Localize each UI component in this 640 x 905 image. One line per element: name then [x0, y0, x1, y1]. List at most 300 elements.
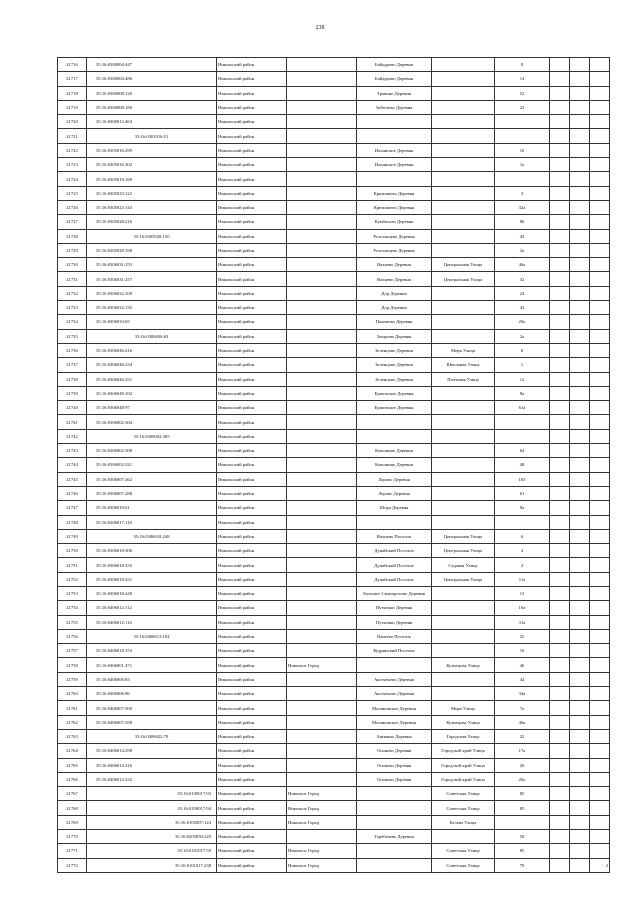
settlement-cell: Дунайский Поселок	[357, 572, 432, 586]
house-number-cell: 25	[495, 629, 550, 643]
row-number-cell: 21730	[58, 258, 87, 272]
extra-col-2-cell	[570, 558, 590, 572]
row-number-cell: 21733	[58, 301, 87, 315]
city-cell: Никольск Город	[287, 658, 357, 672]
extra-col-2-cell	[570, 744, 590, 758]
city-cell	[287, 629, 357, 643]
extra-col-3-cell	[590, 515, 610, 529]
extra-col-1-cell	[550, 744, 570, 758]
cadastral-number-cell	[87, 444, 217, 458]
house-number-cell: 46	[495, 658, 550, 672]
row-number-cell: 21746	[58, 486, 87, 500]
extra-col-3-cell	[590, 629, 610, 643]
street-cell	[432, 429, 495, 443]
street-cell: Городской край Улица	[432, 772, 495, 786]
cadastral-number-text: 35:16:0300004:486	[96, 76, 132, 82]
settlement-cell: Байдарово Деревня	[357, 72, 432, 86]
cadastral-number-text: 35:16:0306048:97	[96, 405, 130, 411]
street-cell	[432, 472, 495, 486]
cadastral-number-text: 35:16:0406014:298	[96, 748, 132, 754]
cadastral-number-text: 35:16:0306017:118	[96, 519, 132, 525]
district-cell: Никольский район	[217, 229, 287, 243]
extra-col-3-cell	[590, 200, 610, 214]
extra-col-3-cell	[590, 115, 610, 129]
row-number-cell: 21763	[58, 729, 87, 743]
table-row	[58, 715, 610, 729]
district-cell: Никольский район	[217, 86, 287, 100]
table-row	[58, 815, 610, 829]
district-cell: Никольский район	[217, 186, 287, 200]
extra-col-3-cell	[590, 186, 610, 200]
cadastral-number-text: 35:16:0306046:216	[96, 348, 132, 354]
settlement-cell: Путятино Деревня	[357, 615, 432, 629]
house-number-cell: 7а	[495, 701, 550, 715]
extra-col-1-cell	[550, 100, 570, 114]
cadastral-number-text: 35:16:0406012:116	[96, 619, 132, 625]
table-row	[58, 558, 610, 572]
cadastral-number-cell	[87, 501, 217, 515]
extra-col-3-cell	[590, 801, 610, 815]
row-number-cell: 21727	[58, 215, 87, 229]
extra-col-2-cell	[570, 272, 590, 286]
cadastral-number-cell	[87, 215, 217, 229]
extra-col-2-cell	[570, 644, 590, 658]
row-number-cell: 21723	[58, 158, 87, 172]
cadastral-number-cell	[87, 415, 217, 429]
extra-col-2-cell	[570, 429, 590, 443]
extra-col-3-cell	[590, 129, 610, 143]
extra-col-1-cell	[550, 186, 570, 200]
table-row	[58, 486, 610, 500]
district-cell: Никольский район	[217, 129, 287, 143]
district-cell: Никольский район	[217, 486, 287, 500]
cadastral-number-text: 35:16:0306018:306	[96, 548, 132, 554]
district-cell: Никольский район	[217, 501, 287, 515]
district-cell: Никольский район	[217, 515, 287, 529]
cadastral-number-text: 35:16:0100017:93	[177, 791, 211, 797]
settlement-cell: Крюкашево Деревня	[357, 186, 432, 200]
table-row	[58, 229, 610, 243]
district-cell: Никольский район	[217, 115, 287, 129]
city-cell: Никольск Город	[287, 787, 357, 801]
extra-col-1-cell	[550, 58, 570, 72]
settlement-cell: Осиново Деревня	[357, 744, 432, 758]
settlement-cell: Дунайский Поселок	[357, 558, 432, 572]
row-number-cell: 21735	[58, 329, 87, 343]
row-number-cell: 21737	[58, 358, 87, 372]
cadastral-number-text: 35:16:0101017:238	[175, 862, 211, 868]
extra-col-1-cell	[550, 701, 570, 715]
district-cell: Никольский район	[217, 715, 287, 729]
extra-col-2-cell	[570, 815, 590, 829]
district-cell: Никольский район	[217, 472, 287, 486]
extra-col-3-cell: 2	[590, 858, 610, 872]
district-cell: Никольский район	[217, 772, 287, 786]
district-cell: Никольский район	[217, 830, 287, 844]
house-number-cell: 165	[495, 472, 550, 486]
table-row	[58, 272, 610, 286]
settlement-cell: Малиновское Деревня	[357, 715, 432, 729]
cadastral-number-cell	[87, 243, 217, 257]
table-row	[58, 386, 610, 400]
table-row	[58, 329, 610, 343]
cadastral-number-text: 35:16:0301016:51	[134, 133, 169, 139]
settlement-cell: Ильинское Деревня	[357, 158, 432, 172]
cadastral-number-cell	[87, 72, 217, 86]
extra-col-1-cell	[550, 715, 570, 729]
row-number-cell: 21719	[58, 100, 87, 114]
cadastral-number-cell	[87, 229, 217, 243]
house-number-cell: 8а	[495, 386, 550, 400]
extra-col-2-cell	[570, 444, 590, 458]
city-cell	[287, 758, 357, 772]
extra-col-1-cell	[550, 372, 570, 386]
street-cell	[432, 215, 495, 229]
house-number-cell: 20а	[495, 772, 550, 786]
extra-col-3-cell	[590, 501, 610, 515]
street-cell: Почтовая Улица	[432, 372, 495, 386]
extra-col-3-cell	[590, 444, 610, 458]
cadastral-number-cell	[87, 401, 217, 415]
cadastral-number-text: 35:16:0105007:124	[175, 819, 211, 825]
district-cell: Никольский район	[217, 444, 287, 458]
cadastral-number-text: 35:16:0101017:59	[177, 848, 211, 854]
page-number: 238	[315, 25, 325, 31]
table-row	[58, 258, 610, 272]
house-number-cell: 61а	[495, 401, 550, 415]
house-number-cell: 10	[495, 143, 550, 157]
city-cell	[287, 701, 357, 715]
row-number-cell: 21721	[58, 129, 87, 143]
extra-col-3-cell	[590, 100, 610, 114]
row-number-cell: 21756	[58, 629, 87, 643]
row-number-cell: 21743	[58, 444, 87, 458]
extra-col-3-cell	[590, 358, 610, 372]
extra-col-1-cell	[550, 644, 570, 658]
settlement-cell	[357, 858, 432, 872]
settlement-cell	[357, 129, 432, 143]
street-cell	[432, 515, 495, 529]
cadastral-number-cell	[87, 272, 217, 286]
extra-col-2-cell	[570, 86, 590, 100]
city-cell	[287, 572, 357, 586]
street-cell	[432, 501, 495, 515]
city-cell	[287, 586, 357, 600]
extra-col-3-cell	[590, 58, 610, 72]
extra-col-1-cell	[550, 401, 570, 415]
cadastral-number-cell	[87, 258, 217, 272]
extra-col-1-cell	[550, 472, 570, 486]
row-number-cell: 21722	[58, 143, 87, 157]
extra-col-3-cell	[590, 72, 610, 86]
table-row	[58, 115, 610, 129]
cadastral-number-text: 35:16:0306010:61	[96, 505, 130, 511]
cadastral-number-cell	[87, 486, 217, 500]
extra-col-3-cell	[590, 772, 610, 786]
extra-col-2-cell	[570, 100, 590, 114]
cadastral-number-text: 35:16:0305016:302	[96, 162, 132, 168]
cadastral-number-cell	[87, 844, 217, 858]
city-cell	[287, 172, 357, 186]
extra-col-2-cell	[570, 229, 590, 243]
extra-col-1-cell	[550, 286, 570, 300]
cadastral-number-text: 35:16:0306007:288	[96, 491, 132, 497]
extra-col-1-cell	[550, 444, 570, 458]
district-cell: Никольский район	[217, 100, 287, 114]
extra-col-2-cell	[570, 372, 590, 386]
district-cell: Никольский район	[217, 529, 287, 543]
house-number-cell: 31а	[495, 615, 550, 629]
house-number-cell: 8а	[495, 501, 550, 515]
house-number-cell: 46а	[495, 715, 550, 729]
cadastral-number-text: 35:16:0300008:120	[96, 90, 132, 96]
extra-col-3-cell	[590, 529, 610, 543]
settlement-cell	[357, 415, 432, 429]
extra-col-1-cell	[550, 586, 570, 600]
cadastral-number-text: 35:16:0406013:104	[133, 634, 170, 640]
district-cell: Никольский район	[217, 658, 287, 672]
cadastral-number-text: 35:16:0306046:234	[96, 362, 132, 368]
city-cell: Никольск Город	[287, 844, 357, 858]
house-number-cell: 85	[495, 844, 550, 858]
city-cell	[287, 372, 357, 386]
cadastral-number-text: 35:16:0406018:153	[96, 648, 132, 654]
district-cell: Никольский район	[217, 429, 287, 443]
house-number-cell: 43	[495, 301, 550, 315]
city-cell	[287, 243, 357, 257]
cadastral-number-text: 35:16:0306018:449	[96, 591, 132, 597]
city-cell	[287, 301, 357, 315]
row-number-cell: 21744	[58, 458, 87, 472]
table-row	[58, 801, 610, 815]
extra-col-2-cell	[570, 58, 590, 72]
extra-col-3-cell	[590, 372, 610, 386]
city-cell	[287, 200, 357, 214]
row-number-cell: 21760	[58, 687, 87, 701]
cadastral-number-cell	[87, 672, 217, 686]
extra-col-1-cell	[550, 572, 570, 586]
extra-col-3-cell	[590, 315, 610, 329]
cadastral-number-cell	[87, 86, 217, 100]
cadastral-number-cell	[87, 558, 217, 572]
extra-col-3-cell	[590, 687, 610, 701]
cadastral-number-cell	[87, 629, 217, 643]
settlement-cell: Зеленцово Деревня	[357, 358, 432, 372]
extra-col-2-cell	[570, 801, 590, 815]
city-cell	[287, 58, 357, 72]
cadastral-number-text: 35:16:0306048:102	[96, 390, 132, 396]
district-cell: Никольский район	[217, 200, 287, 214]
cadastral-number-cell	[87, 801, 217, 815]
extra-col-1-cell	[550, 486, 570, 500]
cadastral-number-text: 35:16:0306032:135	[96, 305, 132, 311]
extra-col-2-cell	[570, 658, 590, 672]
street-cell	[432, 687, 495, 701]
district-cell: Никольский район	[217, 787, 287, 801]
extra-col-2-cell	[570, 672, 590, 686]
cadastral-number-cell	[87, 515, 217, 529]
street-cell	[432, 86, 495, 100]
district-cell: Никольский район	[217, 143, 287, 157]
house-number-cell: 86	[495, 215, 550, 229]
street-cell	[432, 129, 495, 143]
cadastral-number-cell	[87, 615, 217, 629]
settlement-cell: Вахнево Поселок	[357, 529, 432, 543]
extra-col-3-cell	[590, 844, 610, 858]
street-cell	[432, 172, 495, 186]
settlement-cell: Осиново Деревня	[357, 758, 432, 772]
extra-col-2-cell	[570, 629, 590, 643]
cadastral-number-cell	[87, 301, 217, 315]
table-row	[58, 858, 610, 872]
house-number-cell: 52	[495, 86, 550, 100]
street-cell	[432, 629, 495, 643]
cadastral-number-text: 35:16:0300004:447	[96, 62, 132, 68]
cadastral-number-cell	[87, 58, 217, 72]
settlement-cell: Байдарово Деревня	[357, 58, 432, 72]
street-cell: Школьная Улица	[432, 358, 495, 372]
table-row	[58, 129, 610, 143]
cadastral-number-text: 35:16:0306002:304	[96, 419, 132, 425]
extra-col-3-cell	[590, 758, 610, 772]
table-row	[58, 744, 610, 758]
extra-col-3-cell	[590, 601, 610, 615]
cadastral-number-text: 35:16:0406022:79	[134, 734, 169, 740]
table-row	[58, 401, 610, 415]
extra-col-1-cell	[550, 729, 570, 743]
cadastral-number-cell	[87, 758, 217, 772]
extra-col-3-cell	[590, 787, 610, 801]
cadastral-number-text: 35:16:0306032:109	[96, 290, 132, 296]
settlement-cell: Аксентьево Деревня	[357, 672, 432, 686]
cadastral-number-text: 35:16:0306031:253	[96, 262, 132, 268]
cadastral-number-text: 35:16:0306018:333	[96, 562, 132, 568]
cadastral-number-text: 35:16:0306036:63	[134, 333, 169, 339]
settlement-cell: Травино Деревня	[357, 86, 432, 100]
table-row	[58, 586, 610, 600]
settlement-cell: Розгольцево Деревня	[357, 243, 432, 257]
extra-col-3-cell	[590, 258, 610, 272]
row-number-cell: 21769	[58, 815, 87, 829]
district-cell: Никольский район	[217, 844, 287, 858]
street-cell: Мира Улица	[432, 701, 495, 715]
extra-col-2-cell	[570, 701, 590, 715]
extra-col-2-cell	[570, 172, 590, 186]
extra-col-2-cell	[570, 515, 590, 529]
city-cell	[287, 501, 357, 515]
extra-col-3-cell	[590, 386, 610, 400]
table-row	[58, 687, 610, 701]
extra-col-1-cell	[550, 515, 570, 529]
extra-col-1-cell	[550, 315, 570, 329]
row-number-cell: 21740	[58, 401, 87, 415]
extra-col-2-cell	[570, 315, 590, 329]
extra-col-1-cell	[550, 529, 570, 543]
table-row	[58, 200, 610, 214]
extra-col-2-cell	[570, 329, 590, 343]
cadastral-number-cell	[87, 329, 217, 343]
extra-col-3-cell	[590, 329, 610, 343]
city-cell	[287, 644, 357, 658]
settlement-cell: Лорово Деревня	[357, 486, 432, 500]
extra-col-1-cell	[550, 672, 570, 686]
extra-col-2-cell	[570, 687, 590, 701]
extra-col-3-cell	[590, 272, 610, 286]
settlement-cell: Большое Скоморохово Деревня	[357, 586, 432, 600]
extra-col-2-cell	[570, 615, 590, 629]
district-cell: Никольский район	[217, 401, 287, 415]
street-cell: Центральная Улица	[432, 272, 495, 286]
cadastral-number-text: 35:16:0306002:321	[96, 462, 132, 468]
district-cell: Никольский район	[217, 644, 287, 658]
extra-col-3-cell	[590, 401, 610, 415]
row-number-cell: 21749	[58, 529, 87, 543]
cadastral-number-text: 35:16:0300008:180	[96, 105, 132, 111]
extra-col-3-cell	[590, 586, 610, 600]
district-cell: Никольский район	[217, 801, 287, 815]
extra-col-2-cell	[570, 758, 590, 772]
street-cell	[432, 100, 495, 114]
street-cell: Центральная Улица	[432, 544, 495, 558]
street-cell: Садовая Улица	[432, 558, 495, 572]
city-cell	[287, 715, 357, 729]
street-cell	[432, 458, 495, 472]
district-cell: Никольский район	[217, 544, 287, 558]
cadastral-number-text: 35:16:0406012:112	[96, 605, 132, 611]
city-cell	[287, 158, 357, 172]
extra-col-1-cell	[550, 858, 570, 872]
table-row	[58, 143, 610, 157]
extra-col-1-cell	[550, 615, 570, 629]
house-number-cell: 4	[495, 544, 550, 558]
cadastral-number-text: 35:16:0306018:451	[96, 576, 132, 582]
city-cell	[287, 129, 357, 143]
house-number-cell	[495, 429, 550, 443]
extra-col-3-cell	[590, 243, 610, 257]
table-row	[58, 830, 610, 844]
row-number-cell: 21731	[58, 272, 87, 286]
house-number-cell: 14	[495, 72, 550, 86]
table-row	[58, 186, 610, 200]
house-number-cell	[495, 815, 550, 829]
settlement-cell: Путятино Деревня	[357, 601, 432, 615]
district-cell: Никольский район	[217, 215, 287, 229]
house-number-cell: 50	[495, 830, 550, 844]
extra-col-3-cell	[590, 558, 610, 572]
row-number-cell: 21762	[58, 715, 87, 729]
extra-col-1-cell	[550, 158, 570, 172]
settlement-cell: Зеленцово Деревня	[357, 343, 432, 357]
cadastral-number-cell	[87, 315, 217, 329]
table-row	[58, 644, 610, 658]
settlement-cell: Розгольцево Деревня	[357, 229, 432, 243]
extra-col-2-cell	[570, 386, 590, 400]
extra-col-3-cell	[590, 572, 610, 586]
extra-col-1-cell	[550, 658, 570, 672]
extra-col-1-cell	[550, 358, 570, 372]
extra-col-2-cell	[570, 772, 590, 786]
table-row	[58, 729, 610, 743]
street-cell	[432, 200, 495, 214]
extra-col-3-cell	[590, 472, 610, 486]
house-number-cell	[495, 415, 550, 429]
extra-col-2-cell	[570, 529, 590, 543]
extra-col-2-cell	[570, 830, 590, 844]
extra-col-2-cell	[570, 72, 590, 86]
row-number-cell: 21724	[58, 172, 87, 186]
city-cell	[287, 386, 357, 400]
settlement-cell: Дунайский Поселок	[357, 544, 432, 558]
